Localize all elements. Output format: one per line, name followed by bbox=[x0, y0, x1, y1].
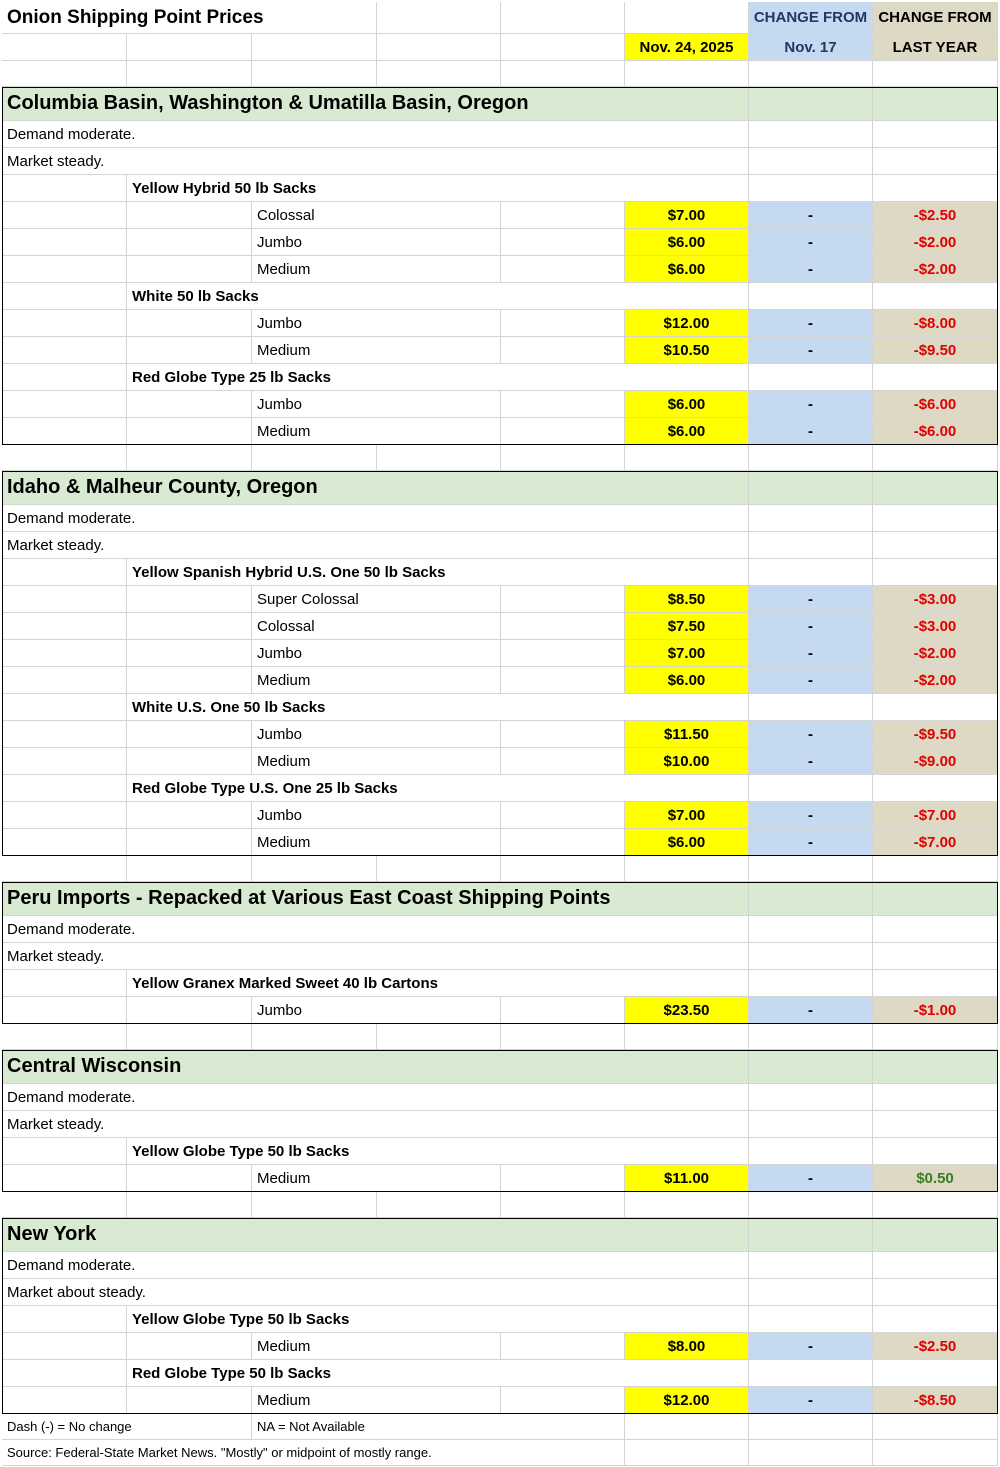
empty-cell bbox=[625, 2, 749, 34]
size-label: Jumbo bbox=[252, 229, 501, 256]
empty-cell bbox=[501, 229, 625, 256]
empty-cell bbox=[749, 121, 873, 148]
empty-cell bbox=[127, 856, 252, 882]
commodity-label: Yellow Granex Marked Sweet 40 lb Cartons bbox=[127, 970, 749, 997]
empty-cell bbox=[377, 445, 501, 471]
commodity-label: Red Globe Type 50 lb Sacks bbox=[127, 1360, 749, 1387]
empty-cell bbox=[749, 856, 873, 882]
empty-cell bbox=[2, 856, 127, 882]
change-year-value: -$7.00 bbox=[873, 829, 998, 856]
empty-cell bbox=[749, 1440, 873, 1466]
size-label: Medium bbox=[252, 667, 501, 694]
size-label: Medium bbox=[252, 1165, 501, 1192]
change-year-value: -$6.00 bbox=[873, 391, 998, 418]
empty-cell bbox=[2, 256, 127, 283]
price-value: $12.00 bbox=[625, 310, 749, 337]
change-year-value: -$2.00 bbox=[873, 640, 998, 667]
empty-cell bbox=[873, 1138, 998, 1165]
size-label: Medium bbox=[252, 1333, 501, 1360]
empty-cell bbox=[2, 970, 127, 997]
demand-text: Demand moderate. bbox=[2, 121, 749, 148]
change-week-value: - bbox=[749, 802, 873, 829]
empty-cell bbox=[2, 1387, 127, 1414]
empty-cell bbox=[873, 1084, 998, 1111]
change-year-value: -$9.50 bbox=[873, 337, 998, 364]
empty-cell bbox=[2, 175, 127, 202]
section-title: Columbia Basin, Washington & Umatilla Basin, Oregon bbox=[2, 87, 749, 121]
empty-cell bbox=[127, 721, 252, 748]
price-value: $6.00 bbox=[625, 667, 749, 694]
empty-cell bbox=[873, 916, 998, 943]
empty-cell bbox=[501, 418, 625, 445]
change-year-value: -$1.00 bbox=[873, 997, 998, 1024]
empty-cell bbox=[127, 256, 252, 283]
empty-cell bbox=[127, 391, 252, 418]
empty-cell bbox=[873, 148, 998, 175]
empty-cell bbox=[127, 337, 252, 364]
change-week-value: - bbox=[749, 229, 873, 256]
empty-cell bbox=[749, 559, 873, 586]
empty-cell bbox=[252, 1192, 377, 1218]
size-label: Medium bbox=[252, 256, 501, 283]
empty-cell bbox=[749, 61, 873, 87]
empty-cell bbox=[252, 61, 377, 87]
price-value: $10.50 bbox=[625, 337, 749, 364]
commodity-label: Yellow Spanish Hybrid U.S. One 50 lb Sacks bbox=[127, 559, 749, 586]
price-value: $6.00 bbox=[625, 229, 749, 256]
change-week-value: - bbox=[749, 1333, 873, 1360]
empty-cell bbox=[873, 121, 998, 148]
empty-cell bbox=[2, 721, 127, 748]
change-week-value: - bbox=[749, 1165, 873, 1192]
price-value: $12.00 bbox=[625, 1387, 749, 1414]
empty-cell bbox=[873, 775, 998, 802]
size-label: Medium bbox=[252, 748, 501, 775]
empty-cell bbox=[2, 391, 127, 418]
size-label: Jumbo bbox=[252, 997, 501, 1024]
empty-cell bbox=[873, 559, 998, 586]
empty-cell bbox=[501, 1333, 625, 1360]
demand-text: Demand moderate. bbox=[2, 1084, 749, 1111]
price-value: $6.00 bbox=[625, 829, 749, 856]
size-label: Jumbo bbox=[252, 721, 501, 748]
empty-cell bbox=[501, 721, 625, 748]
commodity-label: White 50 lb Sacks bbox=[127, 283, 749, 310]
empty-cell bbox=[127, 829, 252, 856]
empty-cell bbox=[625, 1440, 749, 1466]
empty-cell bbox=[625, 1192, 749, 1218]
demand-text: Demand moderate. bbox=[2, 505, 749, 532]
empty-cell bbox=[2, 61, 127, 87]
empty-cell bbox=[873, 856, 998, 882]
empty-cell bbox=[749, 532, 873, 559]
empty-cell bbox=[127, 229, 252, 256]
empty-cell bbox=[377, 2, 501, 34]
empty-cell bbox=[749, 1306, 873, 1333]
empty-cell bbox=[749, 1192, 873, 1218]
section-title: Peru Imports - Repacked at Various East Coast Shipping Points bbox=[2, 882, 749, 916]
change-year-value: -$2.50 bbox=[873, 202, 998, 229]
price-value: $7.00 bbox=[625, 202, 749, 229]
change-year-value: -$2.00 bbox=[873, 256, 998, 283]
empty-cell bbox=[2, 1306, 127, 1333]
empty-cell bbox=[501, 748, 625, 775]
change-year-value: -$9.00 bbox=[873, 748, 998, 775]
empty-cell bbox=[2, 694, 127, 721]
header-last-year: LAST YEAR bbox=[873, 34, 998, 61]
empty-cell bbox=[252, 34, 377, 61]
empty-cell bbox=[127, 802, 252, 829]
empty-cell bbox=[127, 1165, 252, 1192]
empty-cell bbox=[873, 970, 998, 997]
empty-cell bbox=[501, 1387, 625, 1414]
empty-cell bbox=[501, 640, 625, 667]
price-value: $11.50 bbox=[625, 721, 749, 748]
empty-cell bbox=[2, 997, 127, 1024]
empty-cell bbox=[127, 1333, 252, 1360]
empty-cell bbox=[501, 613, 625, 640]
empty-cell bbox=[127, 1192, 252, 1218]
empty-cell bbox=[2, 310, 127, 337]
demand-text: Demand moderate. bbox=[2, 916, 749, 943]
empty-cell bbox=[2, 229, 127, 256]
empty-cell bbox=[749, 1414, 873, 1440]
empty-cell bbox=[749, 505, 873, 532]
commodity-label: Red Globe Type U.S. One 25 lb Sacks bbox=[127, 775, 749, 802]
size-label: Medium bbox=[252, 418, 501, 445]
market-text: Market steady. bbox=[2, 532, 749, 559]
change-week-value: - bbox=[749, 391, 873, 418]
empty-cell bbox=[127, 748, 252, 775]
empty-cell bbox=[625, 61, 749, 87]
empty-cell bbox=[749, 694, 873, 721]
empty-cell bbox=[501, 1192, 625, 1218]
empty-cell bbox=[127, 1024, 252, 1050]
empty-cell bbox=[2, 613, 127, 640]
change-year-value: $0.50 bbox=[873, 1165, 998, 1192]
empty-cell bbox=[2, 283, 127, 310]
size-label: Medium bbox=[252, 1387, 501, 1414]
empty-cell bbox=[873, 694, 998, 721]
empty-cell bbox=[501, 310, 625, 337]
empty-cell bbox=[127, 202, 252, 229]
empty-cell bbox=[2, 418, 127, 445]
empty-cell bbox=[127, 1387, 252, 1414]
empty-cell bbox=[873, 1024, 998, 1050]
empty-cell bbox=[749, 1138, 873, 1165]
empty-cell bbox=[749, 916, 873, 943]
section-title-ext bbox=[749, 1218, 873, 1252]
empty-cell bbox=[749, 1279, 873, 1306]
price-value: $23.50 bbox=[625, 997, 749, 1024]
commodity-label: Yellow Globe Type 50 lb Sacks bbox=[127, 1306, 749, 1333]
empty-cell bbox=[873, 61, 998, 87]
empty-cell bbox=[873, 532, 998, 559]
section-title-ext bbox=[873, 1218, 998, 1252]
section-title: Central Wisconsin bbox=[2, 1050, 749, 1084]
empty-cell bbox=[873, 505, 998, 532]
size-label: Colossal bbox=[252, 613, 501, 640]
price-value: $8.00 bbox=[625, 1333, 749, 1360]
empty-cell bbox=[2, 1024, 127, 1050]
price-value: $7.00 bbox=[625, 640, 749, 667]
empty-cell bbox=[501, 391, 625, 418]
change-year-value: -$2.50 bbox=[873, 1333, 998, 1360]
empty-cell bbox=[873, 1360, 998, 1387]
change-year-value: -$3.00 bbox=[873, 613, 998, 640]
footnote-dash: Dash (-) = No change bbox=[2, 1414, 252, 1440]
change-week-value: - bbox=[749, 202, 873, 229]
price-value: $8.50 bbox=[625, 586, 749, 613]
section-title: New York bbox=[2, 1218, 749, 1252]
empty-cell bbox=[2, 1192, 127, 1218]
empty-cell bbox=[2, 748, 127, 775]
price-value: $6.00 bbox=[625, 256, 749, 283]
demand-text: Demand moderate. bbox=[2, 1252, 749, 1279]
change-week-value: - bbox=[749, 310, 873, 337]
price-value: $6.00 bbox=[625, 391, 749, 418]
change-week-value: - bbox=[749, 586, 873, 613]
empty-cell bbox=[873, 1111, 998, 1138]
page-title: Onion Shipping Point Prices bbox=[2, 2, 377, 34]
empty-cell bbox=[625, 1414, 749, 1440]
empty-cell bbox=[501, 1024, 625, 1050]
change-year-value: -$2.00 bbox=[873, 229, 998, 256]
empty-cell bbox=[501, 445, 625, 471]
change-week-value: - bbox=[749, 721, 873, 748]
change-week-value: - bbox=[749, 667, 873, 694]
empty-cell bbox=[873, 943, 998, 970]
price-value: $11.00 bbox=[625, 1165, 749, 1192]
change-year-value: -$2.00 bbox=[873, 667, 998, 694]
header-change-from-week: CHANGE FROM bbox=[749, 2, 873, 34]
change-week-value: - bbox=[749, 337, 873, 364]
empty-cell bbox=[501, 202, 625, 229]
price-value: $7.00 bbox=[625, 802, 749, 829]
empty-cell bbox=[2, 364, 127, 391]
header-week: Nov. 17 bbox=[749, 34, 873, 61]
empty-cell bbox=[2, 1165, 127, 1192]
empty-cell bbox=[501, 802, 625, 829]
empty-cell bbox=[501, 667, 625, 694]
change-year-value: -$8.00 bbox=[873, 310, 998, 337]
empty-cell bbox=[2, 640, 127, 667]
change-year-value: -$9.50 bbox=[873, 721, 998, 748]
change-year-value: -$8.50 bbox=[873, 1387, 998, 1414]
empty-cell bbox=[873, 1252, 998, 1279]
empty-cell bbox=[749, 970, 873, 997]
empty-cell bbox=[873, 1440, 998, 1466]
change-year-value: -$6.00 bbox=[873, 418, 998, 445]
empty-cell bbox=[127, 667, 252, 694]
section-title-ext bbox=[873, 1050, 998, 1084]
section-title-ext bbox=[749, 882, 873, 916]
change-week-value: - bbox=[749, 1387, 873, 1414]
commodity-label: White U.S. One 50 lb Sacks bbox=[127, 694, 749, 721]
change-week-value: - bbox=[749, 997, 873, 1024]
empty-cell bbox=[873, 1279, 998, 1306]
empty-cell bbox=[2, 1333, 127, 1360]
empty-cell bbox=[252, 856, 377, 882]
empty-cell bbox=[2, 586, 127, 613]
empty-cell bbox=[127, 34, 252, 61]
empty-cell bbox=[127, 586, 252, 613]
size-label: Jumbo bbox=[252, 640, 501, 667]
section-title-ext bbox=[873, 471, 998, 505]
empty-cell bbox=[501, 337, 625, 364]
size-label: Jumbo bbox=[252, 802, 501, 829]
empty-cell bbox=[873, 283, 998, 310]
empty-cell bbox=[501, 34, 625, 61]
size-label: Colossal bbox=[252, 202, 501, 229]
market-text: Market steady. bbox=[2, 943, 749, 970]
empty-cell bbox=[625, 445, 749, 471]
empty-cell bbox=[873, 175, 998, 202]
price-value: $6.00 bbox=[625, 418, 749, 445]
empty-cell bbox=[501, 829, 625, 856]
empty-cell bbox=[2, 802, 127, 829]
price-value: $10.00 bbox=[625, 748, 749, 775]
empty-cell bbox=[2, 775, 127, 802]
section-title-ext bbox=[749, 471, 873, 505]
empty-cell bbox=[2, 667, 127, 694]
change-week-value: - bbox=[749, 418, 873, 445]
empty-cell bbox=[2, 559, 127, 586]
empty-cell bbox=[501, 1165, 625, 1192]
empty-cell bbox=[749, 943, 873, 970]
empty-cell bbox=[127, 61, 252, 87]
commodity-label: Yellow Hybrid 50 lb Sacks bbox=[127, 175, 749, 202]
size-label: Medium bbox=[252, 829, 501, 856]
empty-cell bbox=[127, 310, 252, 337]
size-label: Jumbo bbox=[252, 310, 501, 337]
change-year-value: -$3.00 bbox=[873, 586, 998, 613]
empty-cell bbox=[625, 1024, 749, 1050]
empty-cell bbox=[749, 283, 873, 310]
empty-cell bbox=[749, 1111, 873, 1138]
change-week-value: - bbox=[749, 748, 873, 775]
section-title-ext bbox=[873, 882, 998, 916]
empty-cell bbox=[377, 61, 501, 87]
empty-cell bbox=[377, 1024, 501, 1050]
header-date: Nov. 24, 2025 bbox=[625, 34, 749, 61]
size-label: Super Colossal bbox=[252, 586, 501, 613]
empty-cell bbox=[749, 775, 873, 802]
empty-cell bbox=[749, 1084, 873, 1111]
section-title: Idaho & Malheur County, Oregon bbox=[2, 471, 749, 505]
market-text: Market steady. bbox=[2, 1111, 749, 1138]
commodity-label: Red Globe Type 25 lb Sacks bbox=[127, 364, 749, 391]
change-week-value: - bbox=[749, 640, 873, 667]
empty-cell bbox=[501, 586, 625, 613]
source-note: Source: Federal-State Market News. "Mostly" or midpoint of mostly range. bbox=[2, 1440, 625, 1466]
empty-cell bbox=[873, 445, 998, 471]
empty-cell bbox=[749, 175, 873, 202]
empty-cell bbox=[873, 1306, 998, 1333]
empty-cell bbox=[127, 640, 252, 667]
empty-cell bbox=[377, 1192, 501, 1218]
section-title-ext bbox=[749, 1050, 873, 1084]
empty-cell bbox=[252, 445, 377, 471]
empty-cell bbox=[127, 445, 252, 471]
empty-cell bbox=[2, 1138, 127, 1165]
empty-cell bbox=[501, 997, 625, 1024]
empty-cell bbox=[127, 418, 252, 445]
empty-cell bbox=[749, 1024, 873, 1050]
change-week-value: - bbox=[749, 829, 873, 856]
market-text: Market steady. bbox=[2, 148, 749, 175]
change-year-value: -$7.00 bbox=[873, 802, 998, 829]
empty-cell bbox=[2, 34, 127, 61]
empty-cell bbox=[749, 148, 873, 175]
empty-cell bbox=[2, 1360, 127, 1387]
section-title-ext bbox=[873, 87, 998, 121]
header-change-from-year: CHANGE FROM bbox=[873, 2, 998, 34]
empty-cell bbox=[625, 856, 749, 882]
commodity-label: Yellow Globe Type 50 lb Sacks bbox=[127, 1138, 749, 1165]
empty-cell bbox=[501, 256, 625, 283]
size-label: Jumbo bbox=[252, 391, 501, 418]
empty-cell bbox=[2, 337, 127, 364]
empty-cell bbox=[2, 445, 127, 471]
change-week-value: - bbox=[749, 256, 873, 283]
empty-cell bbox=[377, 856, 501, 882]
empty-cell bbox=[127, 997, 252, 1024]
empty-cell bbox=[749, 445, 873, 471]
size-label: Medium bbox=[252, 337, 501, 364]
empty-cell bbox=[501, 61, 625, 87]
empty-cell bbox=[501, 856, 625, 882]
empty-cell bbox=[127, 613, 252, 640]
empty-cell bbox=[749, 1252, 873, 1279]
empty-cell bbox=[377, 34, 501, 61]
empty-cell bbox=[252, 1024, 377, 1050]
section-title-ext bbox=[749, 87, 873, 121]
empty-cell bbox=[749, 1360, 873, 1387]
change-week-value: - bbox=[749, 613, 873, 640]
empty-cell bbox=[873, 364, 998, 391]
empty-cell bbox=[873, 1414, 998, 1440]
empty-cell bbox=[749, 364, 873, 391]
empty-cell bbox=[501, 2, 625, 34]
empty-cell bbox=[2, 202, 127, 229]
footnote-na: NA = Not Available bbox=[252, 1414, 625, 1440]
empty-cell bbox=[2, 829, 127, 856]
empty-cell bbox=[873, 1192, 998, 1218]
market-text: Market about steady. bbox=[2, 1279, 749, 1306]
price-value: $7.50 bbox=[625, 613, 749, 640]
